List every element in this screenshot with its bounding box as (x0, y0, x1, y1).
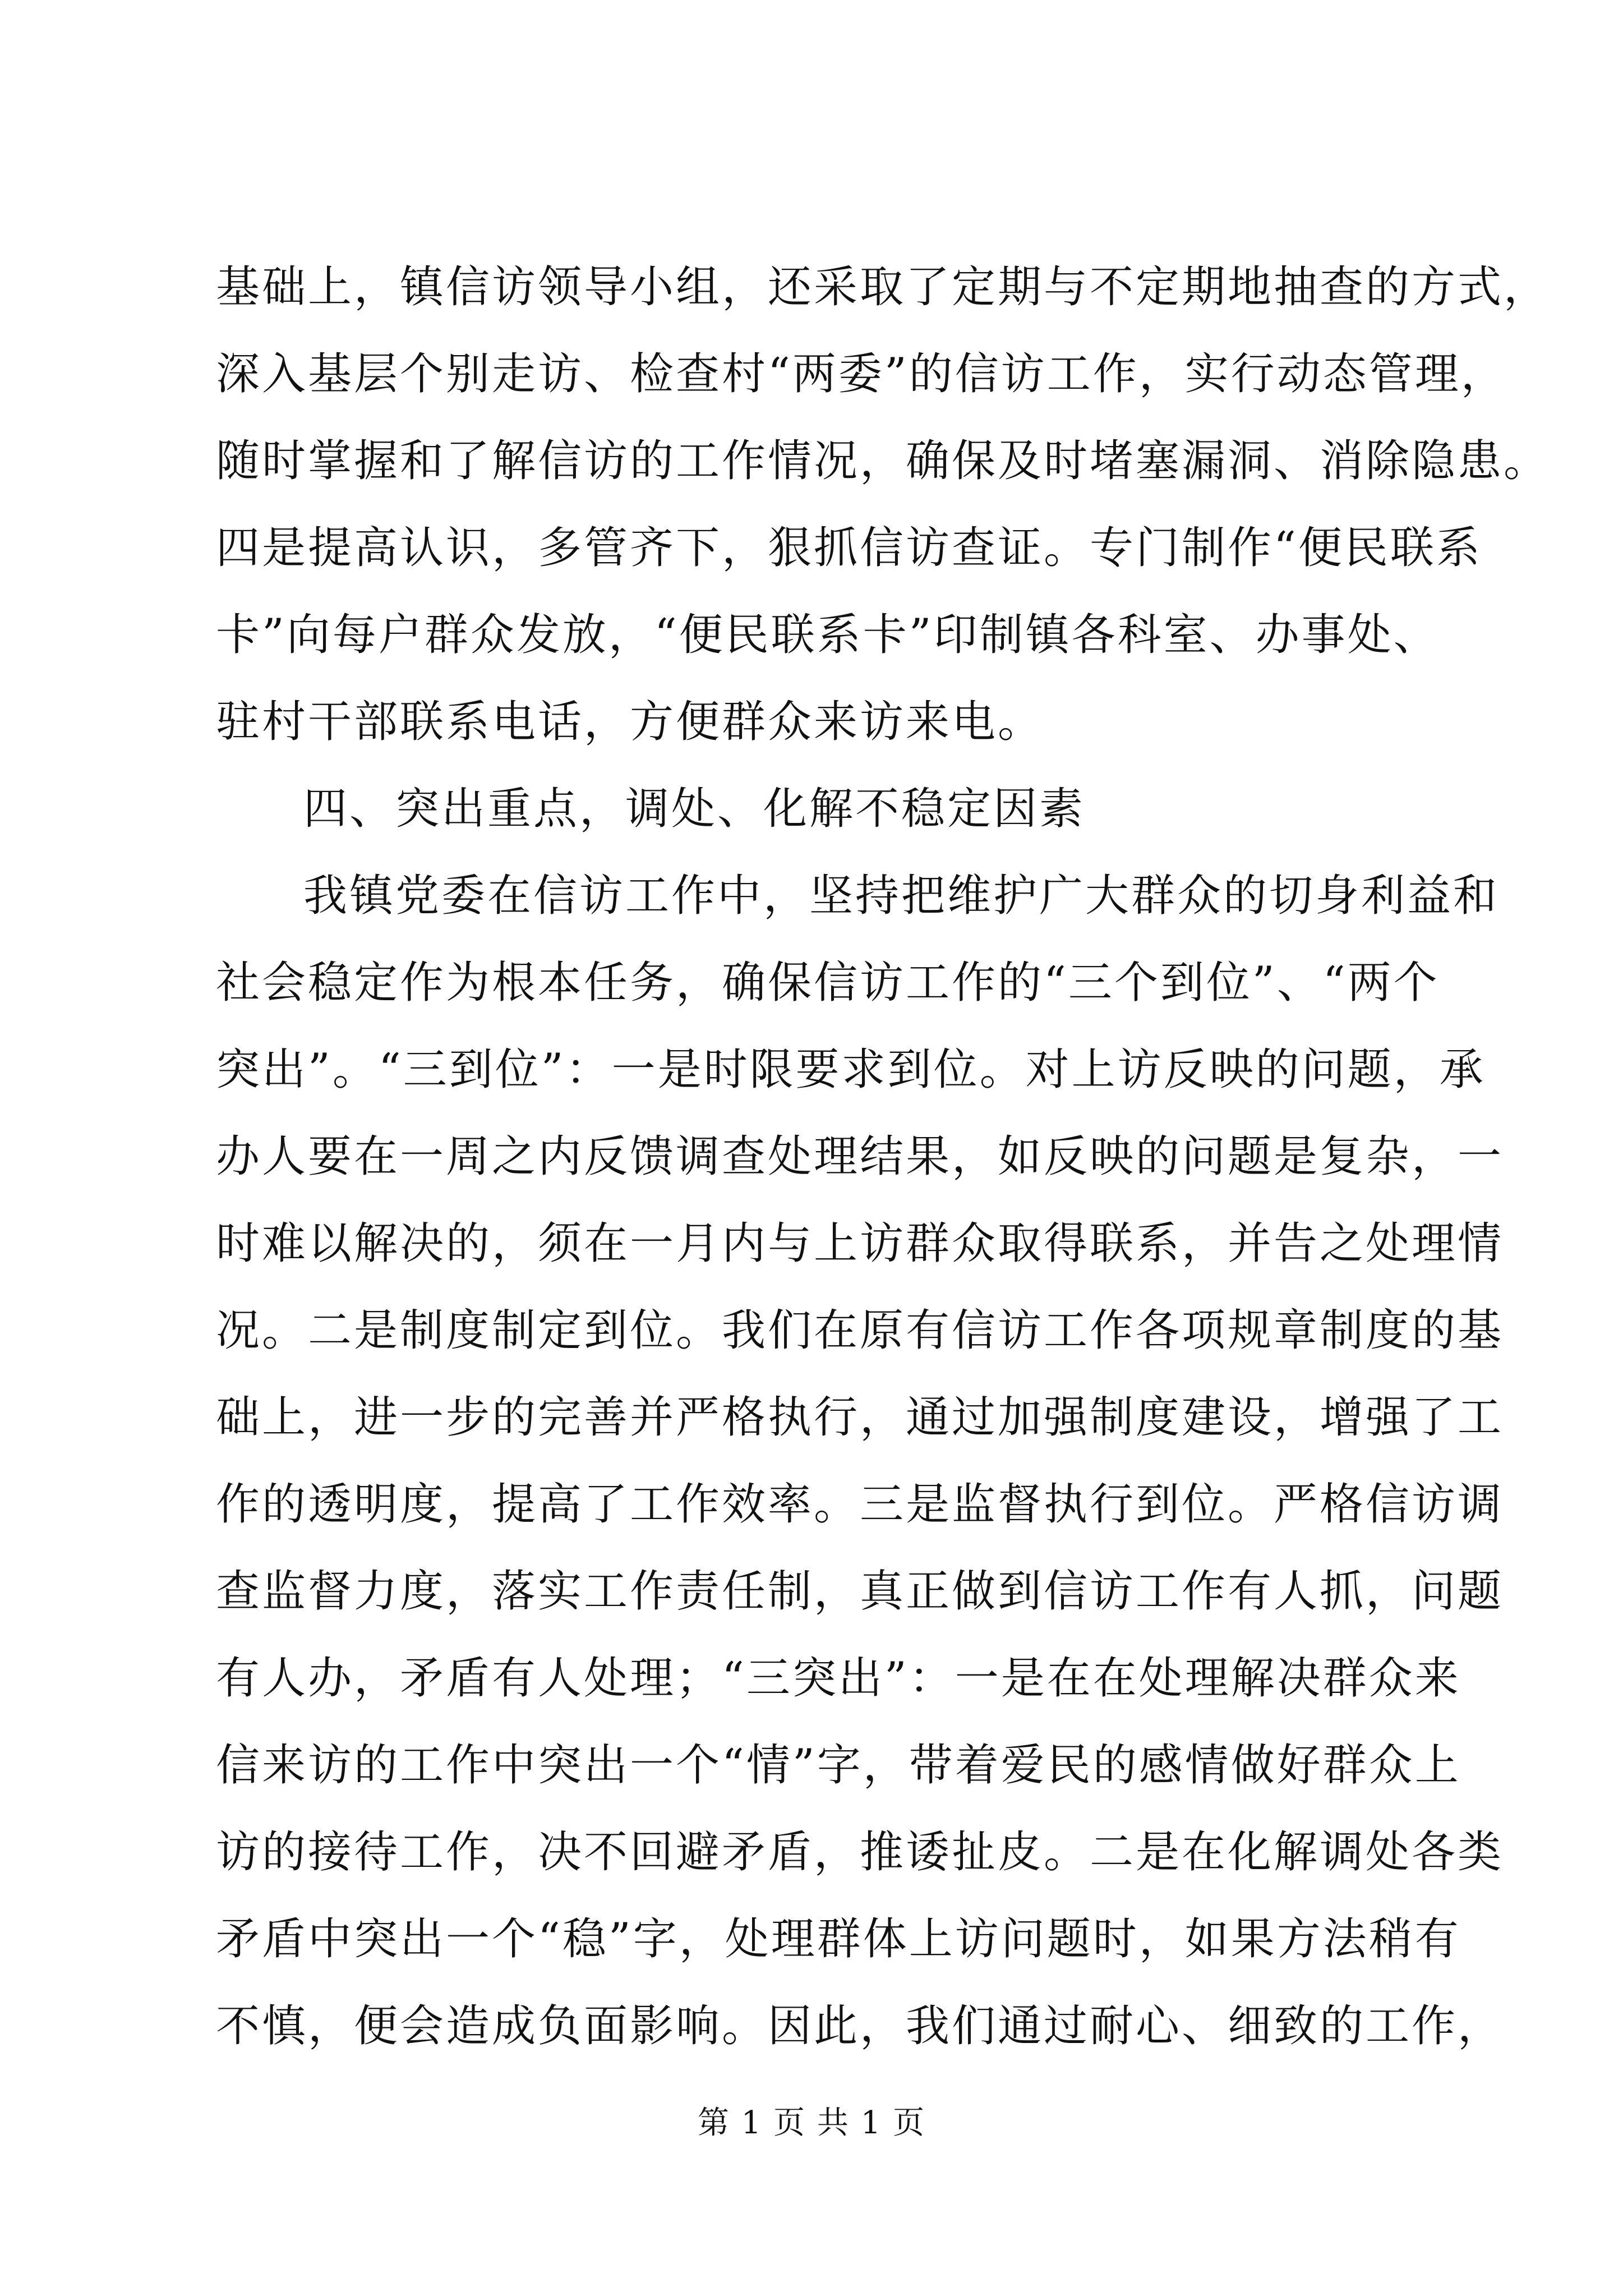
text-line: 四是提高认识，多管齐下，狠抓信访查证。专门制作“便民联系 (216, 523, 1482, 573)
text-line: 社会稳定作为根本任务，确保信访工作的“三个到位”、“两个 (216, 958, 1440, 1008)
text-line: 矛盾中突出一个“稳”字，处理群体上访问题时，如果方法稍有 (216, 1914, 1461, 1964)
text-line: 随时掌握和了解信访的工作情况，确保及时堵塞漏洞、消除隐患。 (216, 436, 1550, 486)
text-line: 访的接待工作，决不回避矛盾，推诿扯皮。二是在化解调处各类 (216, 1827, 1504, 1878)
text-line: 不慎，便会造成负面影响。因此，我们通过耐心、细致的工作， (216, 2001, 1504, 2051)
text-line: 信来访的工作中突出一个“情”字，带着爱民的感情做好群众上 (216, 1740, 1461, 1791)
text-line: 驻村干部联系电话，方便群众来访来电。 (216, 697, 1044, 747)
text-line: 础上，进一步的完善并严格执行，通过加强制度建设，增强了工 (216, 1392, 1504, 1443)
text-line: 况。二是制度制定到位。我们在原有信访工作各项规章制度的基 (216, 1305, 1504, 1356)
text-line: 突出”。“三到位”：一是时限要求到位。对上访反映的问题，承 (216, 1045, 1486, 1095)
text-line: 时难以解决的，须在一月内与上访群众取得联系，并告之处理情 (216, 1218, 1504, 1269)
text-line: 作的透明度，提高了工作效率。三是监督执行到位。严格信访调 (216, 1479, 1504, 1530)
text-line: 基础上，镇信访领导小组，还采取了定期与不定期地抽查的方式， (216, 262, 1550, 312)
text-line: 卡”向每户群众发放，“便民联系卡”印制镇各科室、办事处、 (216, 610, 1440, 660)
page-footer: 第 1 页 共 1 页 (697, 2105, 926, 2141)
text-line: 深入基层个别走访、检查村“两委”的信访工作，实行动态管理， (216, 349, 1507, 399)
section-heading: 四、突出重点，调处、化解不稳定因素 (303, 784, 1086, 834)
text-line: 办人要在一周之内反馈调查处理结果，如反映的问题是复杂，一 (216, 1131, 1504, 1182)
body-text (216, 244, 1550, 2070)
text-line: 有人办，矛盾有人处理；“三突出”：一是在在处理解决群众来 (216, 1653, 1461, 1704)
text-line: 我镇党委在信访工作中，坚持把维护广大群众的切身利益和 (303, 871, 1500, 921)
text-line: 查监督力度，落实工作责任制，真正做到信访工作有人抓，问题 (216, 1566, 1504, 1617)
